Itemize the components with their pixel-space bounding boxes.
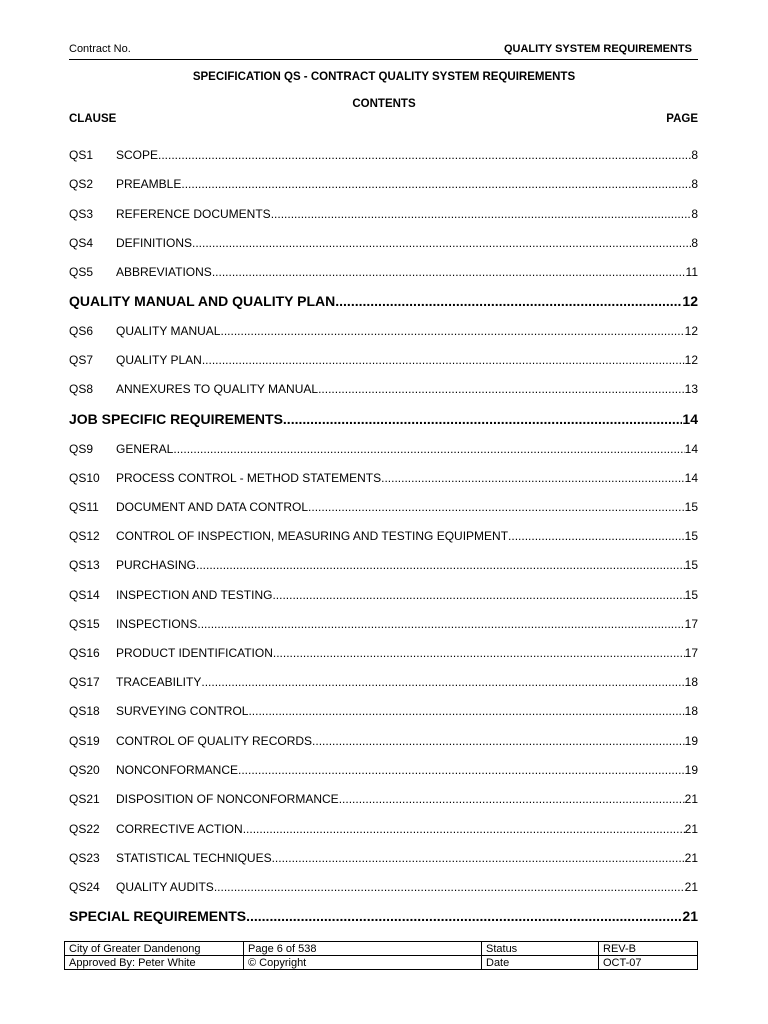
toc-row [69,792,698,808]
toc-row [69,675,698,691]
footer-approved-by: Approved By: Peter White [65,956,244,970]
toc-clause-code: QS13 [69,558,100,572]
toc-row [69,382,698,398]
toc-row [69,207,698,223]
toc-clause-title: SURVEYING CONTROL [116,704,249,718]
footer-status-value: REV-B [599,942,698,956]
toc-leader-dots [246,908,682,924]
toc-row [69,704,698,720]
toc-clause-title: ABBREVIATIONS [116,265,212,279]
toc-row [69,529,698,545]
toc-clause-title: SCOPE [116,148,159,162]
toc-page-number: 18 [684,675,698,689]
toc-clause-title: QUALITY MANUAL [116,324,221,338]
toc-clause-code: QS4 [69,236,94,250]
toc-page-number: 12 [684,324,698,338]
toc-row [69,236,698,252]
toc-section-title: QUALITY MANUAL AND QUALITY PLAN [69,293,336,309]
page-header-contract-no: Contract No. [69,43,131,55]
toc-row [69,353,698,369]
toc-clause-title: DEFINITIONS [116,236,193,250]
toc-row [69,177,698,193]
toc-leader-dots [197,617,684,631]
toc-clause-title: NONCONFORMANCE [116,763,238,777]
toc-page-number: 12 [682,293,698,309]
toc-row [69,617,698,633]
toc-clause-code: QS14 [69,588,100,602]
toc-page-number: 19 [684,734,698,748]
toc-page-number: 15 [684,558,698,572]
toc-clause-title: REFERENCE DOCUMENTS [116,207,271,221]
toc-row [69,822,698,838]
toc-clause-code: QS21 [69,792,100,806]
toc-row [69,265,698,281]
toc-page-number: 21 [684,822,698,836]
toc-clause-title: CORRECTIVE ACTION [116,822,243,836]
toc-clause-code: QS22 [69,822,100,836]
toc-clause-title: DISPOSITION OF NONCONFORMANCE [116,792,339,806]
toc-page-number: 21 [684,880,698,894]
toc-page-number: 8 [691,236,698,250]
toc-row [69,471,698,487]
toc-clause-code: QS16 [69,646,100,660]
toc-row [69,734,698,750]
toc-section-row [69,293,698,311]
toc-page-number: 19 [684,763,698,777]
toc-leader-dots [181,177,691,191]
toc-leader-dots [214,880,685,894]
toc-leader-dots [220,324,684,338]
footer-status-label: Status [482,942,599,956]
toc-clause-code: QS6 [69,324,94,338]
toc-leader-dots [173,442,684,456]
toc-clause-code: QS7 [69,353,94,367]
toc-leader-dots [273,646,685,660]
toc-clause-title: STATISTICAL TECHNIQUES [116,851,272,865]
toc-clause-title: PROCESS CONTROL - METHOD STATEMENTS [116,471,382,485]
toc-row [69,558,698,574]
toc-row [69,880,698,896]
footer-row [65,956,698,970]
toc-page-number: 17 [684,646,698,660]
toc-clause-code: QS15 [69,617,100,631]
toc-leader-dots [248,704,684,718]
toc-leader-dots [318,382,685,396]
toc-section-row [69,908,698,926]
toc-page-number: 13 [684,382,698,396]
toc-page-number: 15 [684,588,698,602]
footer-page-number: Page 6 of 538 [244,942,482,956]
toc-row [69,588,698,604]
footer-copyright: © Copyright [244,956,482,970]
footer-date-label: Date [482,956,599,970]
toc-clause-title: PRODUCT IDENTIFICATION [116,646,273,660]
toc-leader-dots [283,411,683,427]
toc-clause-title: CONTROL OF QUALITY RECORDS [116,734,313,748]
toc-clause-title: INSPECTIONS [116,617,198,631]
toc-clause-code: QS10 [69,471,100,485]
toc-page-number: 15 [684,529,698,543]
toc-leader-dots [335,293,682,309]
toc-row [69,646,698,662]
toc-page-number: 15 [684,500,698,514]
toc-clause-title: PURCHASING [116,558,197,572]
toc-leader-dots [212,265,686,279]
toc-page-number: 12 [684,353,698,367]
contents-heading: CONTENTS [352,98,416,110]
footer-date-value: OCT-07 [599,956,698,970]
toc-clause-title: QUALITY AUDITS [116,880,214,894]
footer-row [65,942,698,956]
toc-clause-title: CONTROL OF INSPECTION, MEASURING AND TESTING EQUIPMENT [116,529,509,543]
toc-row [69,851,698,867]
toc-clause-title: INSPECTION AND TESTING [116,588,273,602]
toc-clause-code: QS11 [69,500,99,514]
page-column-header: PAGE [666,113,698,125]
toc-page-number: 21 [684,851,698,865]
toc-leader-dots [381,471,685,485]
toc-page-number: 21 [684,792,698,806]
toc-leader-dots [271,207,692,221]
toc-leader-dots [508,529,685,543]
toc-clause-code: QS2 [69,177,94,191]
toc-section-title: JOB SPECIFIC REQUIREMENTS [69,411,283,427]
toc-clause-code: QS3 [69,207,94,221]
clause-column-header: CLAUSE [69,113,117,125]
toc-clause-code: QS20 [69,763,100,777]
document-title: SPECIFICATION QS - CONTRACT QUALITY SYSTEM REQUIREMENTS [192,71,576,83]
page-header-section-title: QUALITY SYSTEM REQUIREMENTS [503,43,692,55]
toc-leader-dots [308,500,685,514]
toc-clause-code: QS1 [69,148,94,162]
toc-page-number: 11 [685,265,698,279]
toc-row [69,324,698,340]
toc-clause-title: QUALITY PLAN [116,353,202,367]
toc-clause-title: GENERAL [116,442,174,456]
toc-clause-code: QS19 [69,734,100,748]
toc-leader-dots [272,851,685,865]
toc-page-number: 17 [684,617,698,631]
toc-leader-dots [202,353,685,367]
toc-clause-code: QS24 [69,880,100,894]
toc-leader-dots [272,588,684,602]
toc-clause-code: QS12 [69,529,100,543]
toc-leader-dots [192,236,691,250]
toc-page-number: 18 [684,704,698,718]
toc-page-number: 8 [691,148,698,162]
toc-page-number: 21 [682,908,698,924]
toc-leader-dots [312,734,685,748]
toc-row [69,442,698,458]
toc-clause-code: QS17 [69,675,100,689]
toc-page-number: 14 [684,442,698,456]
toc-section-row [69,411,698,429]
footer-organisation: City of Greater Dandenong [65,942,244,956]
toc-leader-dots [339,792,685,806]
toc-clause-code: QS23 [69,851,100,865]
toc-clause-code: QS5 [69,265,94,279]
toc-row [69,500,698,516]
header-rule [69,59,698,60]
toc-clause-code: QS8 [69,382,94,396]
toc-page-number: 8 [691,177,698,191]
footer-table [64,941,698,970]
toc-section-title: SPECIAL REQUIREMENTS [69,908,247,924]
toc-clause-code: QS9 [69,442,94,456]
toc-leader-dots [243,822,685,836]
toc-clause-title: TRACEABILITY [116,675,202,689]
toc-clause-code: QS18 [69,704,100,718]
toc-page-number: 8 [691,207,698,221]
toc-clause-title: ANNEXURES TO QUALITY MANUAL [116,382,319,396]
toc-leader-dots [201,675,684,689]
toc-clause-title: DOCUMENT AND DATA CONTROL [116,500,309,514]
toc-row [69,148,698,164]
toc-leader-dots [158,148,691,162]
toc-leader-dots [238,763,685,777]
toc-page-number: 14 [682,411,698,427]
toc-row [69,763,698,779]
toc-clause-title: PREAMBLE [116,177,182,191]
toc-page-number: 14 [684,471,698,485]
toc-leader-dots [196,558,685,572]
